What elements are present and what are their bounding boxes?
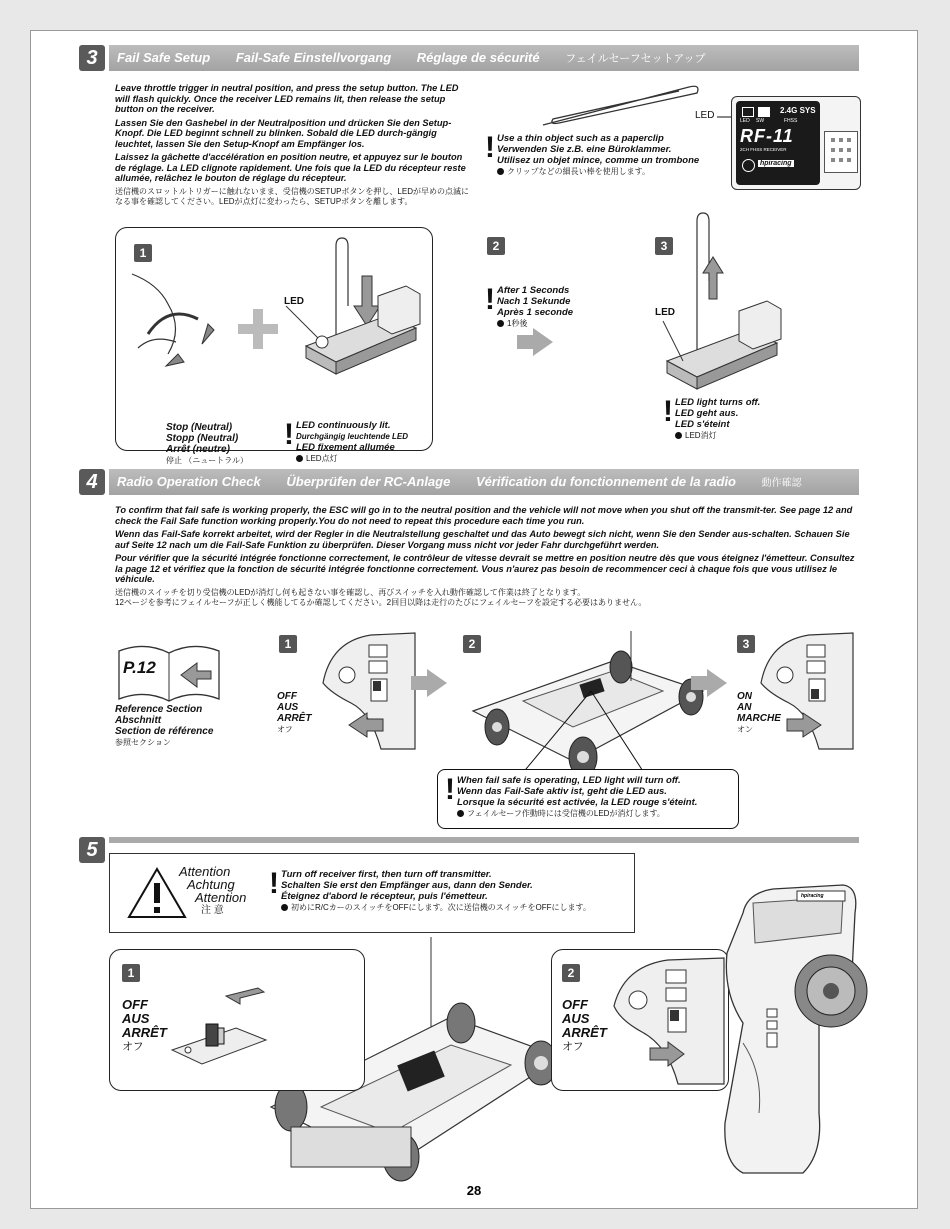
paperclip-warning bbox=[485, 133, 735, 177]
paperclip-note-en: Use a thin object such as a paperclip bbox=[497, 133, 664, 144]
led-off-en: LED light turns off. bbox=[675, 397, 761, 408]
instruction-fr: Laissez la gâchette d'accélération en position neutre, et appuyez sur le bouton de réglage. La LED clignote rapidement. Une fois que la LED du récepteur reste allumée, relâchez le bouton de réglage du récepteur. bbox=[115, 152, 466, 183]
section-4-instructions bbox=[115, 505, 855, 609]
instruction-en: To confirm that fail safe is working properly, the ESC will go in to the neutral position and the vehicle will not move when you shut off the transmit-ter. See page 12 and check the Fail Safe function working properly.You do not need to repeat this procedure each time you run. bbox=[115, 505, 853, 526]
failsafe-jp: フェイルセーフ作動時には受信機のLEDが消灯します。 bbox=[467, 809, 665, 818]
section-3-title-jp: フェイルセーフセットアップ bbox=[565, 53, 706, 65]
instruction-fr: Pour vérifier que la sécurité intégrée fonctionne correctement, le contrôleur de vitesse devrait se mettre en position neutre dès que vous éteignez l'émetteur. Consultez la page 12 et vérifiez que la fonction de sécurité intégrée fonctionne correctement. Vous n'aurez pas besoin de recommencer ceci à chaque fois que vous utilisez le véhicule. bbox=[115, 553, 855, 584]
led-lit-jp: LED点灯 bbox=[306, 454, 338, 463]
failsafe-warning bbox=[445, 775, 735, 819]
section-4-header bbox=[109, 469, 859, 495]
warning-icon: ! bbox=[663, 395, 673, 428]
led-off-fr: LED s'éteint bbox=[675, 419, 730, 430]
receiver-with-paperclip-1 bbox=[296, 236, 426, 376]
bullet-icon bbox=[281, 904, 288, 911]
rf11-receiver bbox=[731, 96, 861, 190]
transmitter-illustration bbox=[703, 873, 873, 1179]
sw-text: SW bbox=[756, 118, 765, 124]
off-fr: ARRÊT bbox=[562, 1025, 607, 1040]
warning-icon: ! bbox=[284, 418, 294, 451]
section-3-step-2-number: 2 bbox=[487, 237, 505, 255]
section-4-title-jp: 動作確認 bbox=[761, 478, 802, 489]
off-de: AUS bbox=[122, 1011, 150, 1026]
led-lit-de: Durchgängig leuchtende LED bbox=[296, 432, 409, 441]
receiver-brand: hpiracing bbox=[760, 160, 792, 167]
arrow-right-body bbox=[411, 676, 427, 690]
warning-icon: ! bbox=[485, 131, 495, 164]
warning-icon: ! bbox=[269, 867, 279, 900]
instruction-en: Leave throttle trigger in neutral position, and press the setup button. The LED will flash quickly. Once the receiver LED remains lit, then release the setup button on the receiver. bbox=[115, 83, 459, 114]
step-2-off-labels bbox=[562, 998, 607, 1054]
arrow-right-body bbox=[691, 676, 707, 690]
section-4-step-1-number: 1 bbox=[279, 635, 297, 653]
turn-off-order-warning bbox=[269, 869, 629, 913]
section-3-title-en: Fail Safe Setup bbox=[117, 50, 211, 65]
after-fr: Après 1 seconde bbox=[497, 307, 574, 318]
on-jp: オン bbox=[737, 725, 753, 734]
attention-labels bbox=[179, 865, 246, 917]
instruction-jp: 送信機のスロットルトリガーに触れないまま、受信機のSETUPボタンを押し、LEDが早めの点滅になる事を確認してください。LEDが点灯に変わったら、SETUPボタンを離します。 bbox=[115, 186, 469, 206]
attention-fr: Attention bbox=[195, 890, 247, 905]
warning-icon: ! bbox=[445, 773, 455, 806]
section-3-header bbox=[109, 45, 859, 71]
paperclip-note-de: Verwenden Sie z.B. eine Büroklammer. bbox=[497, 144, 672, 155]
turn-off-fr: Éteignez d'abord le récepteur, puis l'émetteur. bbox=[281, 891, 488, 902]
step-1-off-labels bbox=[122, 998, 167, 1054]
step-1-number: 1 bbox=[134, 244, 152, 262]
on-en: ON bbox=[737, 691, 752, 702]
bullet-icon bbox=[457, 810, 464, 817]
section-4-title-fr: Vérification du fonctionnement de la radio bbox=[475, 474, 736, 489]
reference-de: Abschnitt bbox=[115, 715, 162, 726]
attention-jp: 注 意 bbox=[201, 905, 224, 916]
turn-off-en: Turn off receiver first, then turn off transmitter. bbox=[281, 869, 492, 880]
bullet-icon bbox=[497, 320, 504, 327]
manual-page bbox=[30, 30, 918, 1209]
step-1-number: 1 bbox=[122, 964, 140, 982]
off-fr: ARRÊT bbox=[122, 1025, 167, 1040]
failsafe-de: Wenn das Fail-Safe aktiv ist, geht die LED aus. bbox=[457, 786, 667, 797]
led-off-de: LED geht aus. bbox=[675, 408, 739, 419]
stop-label-jp: 停止 （ニュートラル） bbox=[166, 456, 248, 465]
instruction-de: Wenn das Fail-Safe korrekt arbeitet, wird der Regler in die Neutralstellung geschaltet und das Auto bewegt sich nicht, wenn Sie den Sender aus-schalten. Schauen Sie auf Seite 12 nach um die Fail-Safe Funktion zu überprüfen. Dieser Vorgang muss nicht vor jeder Fahr durchgeführt werden. bbox=[115, 529, 850, 550]
stop-label-en: Stop (Neutral) bbox=[166, 422, 233, 433]
step-2-number: 2 bbox=[562, 964, 580, 982]
receiver-connector bbox=[824, 131, 858, 173]
section-3-step-1-box bbox=[115, 227, 433, 465]
after-de: Nach 1 Sekunde bbox=[497, 296, 571, 307]
arrow-right-body bbox=[517, 335, 533, 349]
led-lit-fr: LED fixement allumée bbox=[296, 442, 395, 453]
receiver-face bbox=[736, 101, 820, 185]
receiver-subtext: 2CH FHSS RECEIVER bbox=[740, 147, 787, 152]
attention-triangle-icon bbox=[127, 867, 187, 919]
off-en: OFF bbox=[122, 997, 148, 1012]
off-fr: ARRÊT bbox=[277, 713, 312, 724]
attention-en: Attention bbox=[179, 864, 231, 879]
warning-icon: ! bbox=[485, 283, 495, 316]
section-4-title-en: Radio Operation Check bbox=[117, 474, 261, 489]
led-text: LED bbox=[740, 118, 750, 124]
after-one-second-note bbox=[485, 285, 605, 329]
bullet-icon bbox=[675, 432, 682, 439]
section-5-header-bar bbox=[109, 837, 859, 843]
section-3-title-fr: Réglage de sécurité bbox=[416, 50, 540, 65]
step-1-off-labels bbox=[277, 691, 311, 735]
section-3-title-de: Fail-Safe Einstellvorgang bbox=[235, 50, 392, 65]
off-jp: オフ bbox=[277, 725, 293, 734]
section-3-number: 3 bbox=[79, 45, 105, 71]
section-4-step-2-number: 2 bbox=[463, 635, 481, 653]
off-de: AUS bbox=[277, 702, 299, 713]
reference-labels bbox=[115, 704, 213, 748]
attention-de: Achtung bbox=[187, 877, 235, 892]
instruction-jp-2: 12ページを参考にフェイルセーフが正しく機能してるか確認してください。2回目以降は走行のたびにフェイルセーフを設定する必要はありません。 bbox=[115, 598, 647, 607]
transmitter-switch-off bbox=[321, 633, 417, 749]
setup-button[interactable] bbox=[758, 107, 770, 117]
receiver-with-paperclip-3 bbox=[657, 211, 797, 391]
off-jp: オフ bbox=[562, 1041, 584, 1053]
receiver-led-label: LED bbox=[695, 110, 715, 121]
arrow-right-icon bbox=[707, 669, 727, 697]
transmitter-trigger-illustration bbox=[128, 274, 238, 364]
on-de: AN bbox=[737, 702, 752, 713]
page-number: 28 bbox=[466, 1183, 482, 1198]
off-jp: オフ bbox=[122, 1041, 144, 1053]
stop-label-fr: Arrêt (neutre) bbox=[166, 444, 230, 455]
off-de: AUS bbox=[562, 1011, 590, 1026]
on-fr: MARCHE bbox=[737, 713, 781, 724]
after-jp: 1秒後 bbox=[507, 319, 528, 328]
step-1-led-label: LED bbox=[284, 296, 304, 307]
led-window bbox=[742, 107, 754, 117]
paperclip-note-fr: Utilisez un objet mince, comme un trombone bbox=[497, 155, 700, 166]
off-en: OFF bbox=[562, 997, 588, 1012]
transmitter-brand: hpiracing bbox=[801, 893, 824, 899]
failsafe-en: When fail safe is operating, LED light will turn off. bbox=[457, 775, 681, 786]
paperclip-note-jp: クリップなどの細長い棒を使用します。 bbox=[507, 167, 651, 176]
section-4-step-3-number: 3 bbox=[737, 635, 755, 653]
bullet-icon bbox=[497, 168, 504, 175]
section-4-title-de: Überprüfen der RC-Anlage bbox=[286, 474, 451, 489]
step-3-led-label: LED bbox=[655, 307, 675, 318]
reference-jp: 参照セクション bbox=[115, 738, 171, 747]
led-lit-en: LED continuously lit. bbox=[296, 420, 391, 431]
reference-en: Reference Section bbox=[115, 704, 203, 715]
after-en: After 1 Seconds bbox=[497, 285, 570, 296]
turn-off-jp: 初めにR/CカーのスイッチをOFFにします。次に送信機のスイッチをOFFにします。 bbox=[291, 903, 591, 912]
fhss-text: FHSS bbox=[784, 118, 798, 124]
stop-labels bbox=[166, 422, 248, 466]
failsafe-fr: Lorsque la sécurité est activée, la LED rouge s'éteint. bbox=[457, 797, 698, 808]
led-off-jp: LED消灯 bbox=[685, 431, 717, 440]
receiver-model: RF-11 bbox=[740, 126, 794, 146]
section-3-instructions bbox=[115, 83, 475, 211]
stop-label-de: Stopp (Neutral) bbox=[166, 433, 239, 444]
section-4-number: 4 bbox=[79, 469, 105, 495]
reference-fr: Section de référence bbox=[115, 726, 214, 737]
reference-page: P.12 bbox=[123, 658, 156, 677]
plus-vertical bbox=[253, 309, 263, 349]
section-5-number: 5 bbox=[79, 837, 105, 863]
off-en: OFF bbox=[277, 691, 297, 702]
hpi-logo-icon bbox=[742, 159, 755, 172]
paperclip-illustration bbox=[539, 81, 709, 131]
turn-off-de: Schalten Sie erst den Empfänger aus, dann den Sender. bbox=[281, 880, 533, 891]
section-3-step-3-number: 3 bbox=[655, 237, 673, 255]
led-off-warning bbox=[663, 397, 793, 441]
instruction-de: Lassen Sie den Gashebel in der Neutralposition und drücken Sie den Setup-Knopf. Die LED beginnt schnell zu blinken. Sobald die LED durch-gängig leuchtet, lassen Sie den Setup-Knopf am Empfänger los. bbox=[115, 117, 452, 149]
arrow-right-icon bbox=[533, 328, 553, 356]
led-lit-warning bbox=[284, 420, 424, 464]
receiver-band-text: 2.4G SYS bbox=[780, 106, 816, 115]
receiver-switch-illustration bbox=[166, 984, 276, 1068]
section-5-step-1-box bbox=[109, 949, 365, 1091]
bullet-icon bbox=[296, 455, 303, 462]
step-3-on-labels bbox=[737, 691, 781, 735]
instruction-jp-1: 送信機のスイッチを切り受信機のLEDが消灯し何も起きない事を確認し、再びスイッチを入れ動作確認して作業は終了となります。 bbox=[115, 587, 586, 597]
